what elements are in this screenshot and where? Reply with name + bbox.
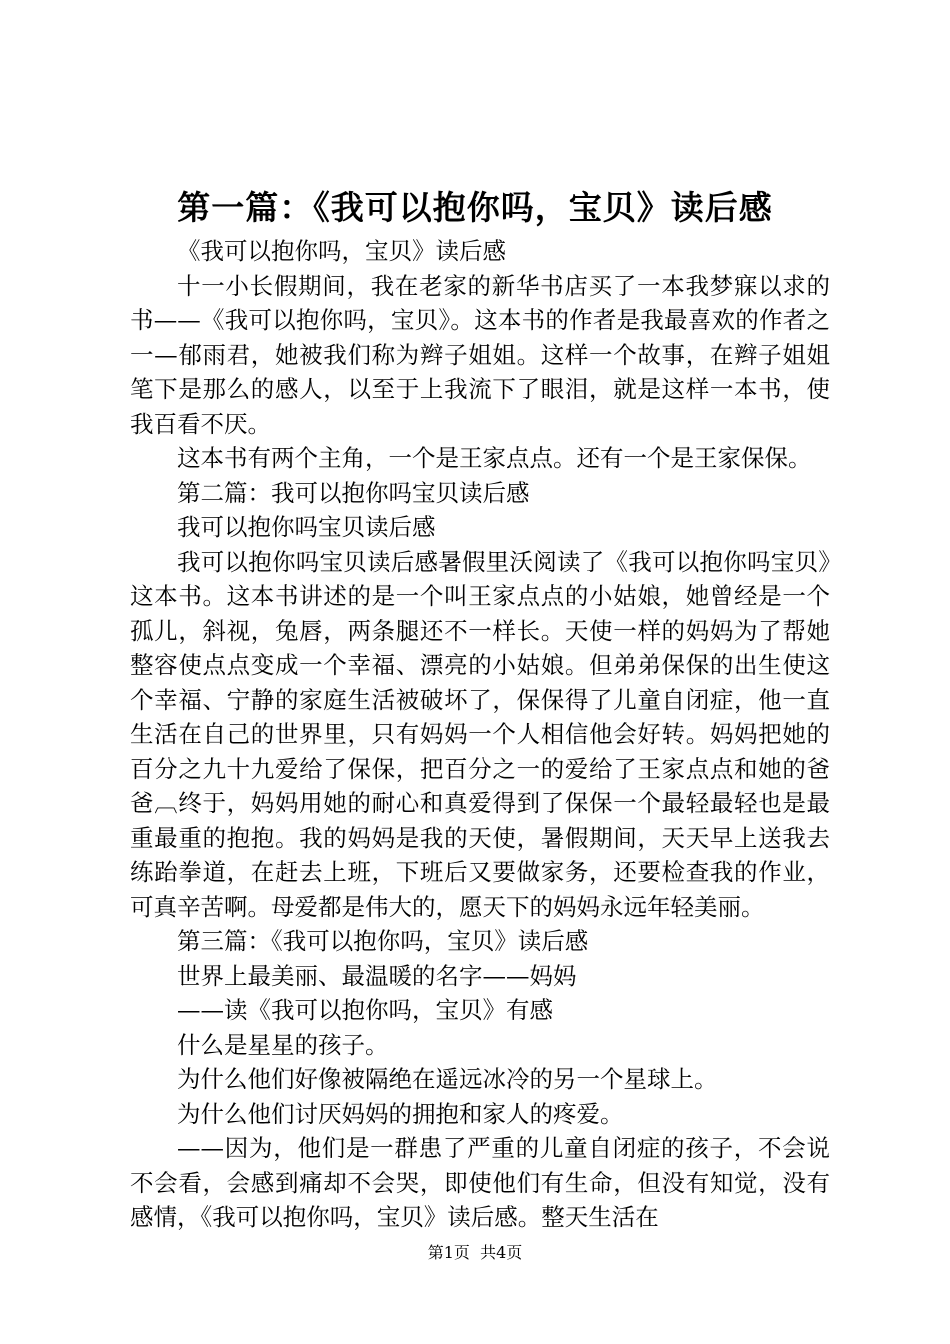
- paragraph: 这本书有两个主角，一个是王家点点。还有一个是王家保保。: [177, 444, 812, 472]
- paragraph: 我可以抱你吗宝贝读后感: [177, 513, 436, 541]
- paragraph: 我可以抱你吗宝贝读后感暑假里沃阅读了《我可以抱你吗宝贝》这本书。这本书讲述的是一个叫王家点点的小姑娘，她曾经是一个孤儿，斜视，兔唇，两条腿还不一样长。天使一样的妈妈为了帮她整容使点点变成一个幸福、漂亮的小姑娘。但弟弟保保的出生使这个幸福、宁静的家庭生活被破坏了，保保得了儿童自闭症，他一直生活在自己的世界里，只有妈妈一个人相信他会好转。妈妈把她的百分之九十九爱给了保保，把百分之一的爱给了王家点点和她的爸爸︹终于，妈妈用她的耐心和真爱得到了保保一个最轻最轻也是最重最重的抱抱。我的妈妈是我的天使，暑假期间，天天早上送我去练跆拳道，在赶去上班，下班后又要做家务，还要检查我的作业，可真辛苦啊。母爱都是伟大的，愿天下的妈妈永远年轻美丽。: [130, 547, 830, 921]
- paragraph: 为什么他们讨厌妈妈的拥抱和家人的疼爱。: [177, 1099, 624, 1128]
- paragraph: ——读《我可以抱你吗，宝贝》有感: [177, 996, 553, 1024]
- paragraph: 十一小长假期间，我在老家的新华书店买了一本我梦寐以求的书——《我可以抱你吗，宝贝》。这本书的作者是我最喜欢的作者之一—郁雨君，她被我们称为辫子姐姐。这样一个故事，在辫子姐姐笔下是那么的感人，以至于上我流下了眼泪，就是这样一本书，使我百看不厌。: [130, 271, 830, 438]
- paragraph: 世界上最美丽、最温暖的名字——妈妈: [177, 961, 577, 990]
- page-footer: [0, 1241, 950, 1265]
- paragraph: 什么是星星的孩子。: [177, 1030, 389, 1059]
- paragraph: 为什么他们好像被隔绝在遥远冰冷的另一个星球上。: [177, 1065, 718, 1093]
- document-title: 第一篇：《我可以抱你吗，宝贝》读后感: [177, 188, 773, 227]
- section-heading: 第三篇：《我可以抱你吗，宝贝》读后感: [177, 927, 589, 955]
- paragraph: 《我可以抱你吗，宝贝》读后感: [177, 237, 506, 265]
- document-body: [130, 234, 830, 1235]
- section-heading: 第二篇：我可以抱你吗宝贝读后感: [177, 478, 530, 507]
- page-number: 第1页: [427, 1243, 470, 1262]
- page-total: 共4页: [480, 1243, 523, 1262]
- paragraph: ——因为，他们是一群患了严重的儿童自闭症的孩子，不会说不会看，会感到痛却不会哭，即使他们有生命，但没有知觉，没有感情，《我可以抱你吗，宝贝》读后感。整天生活在: [130, 1134, 830, 1231]
